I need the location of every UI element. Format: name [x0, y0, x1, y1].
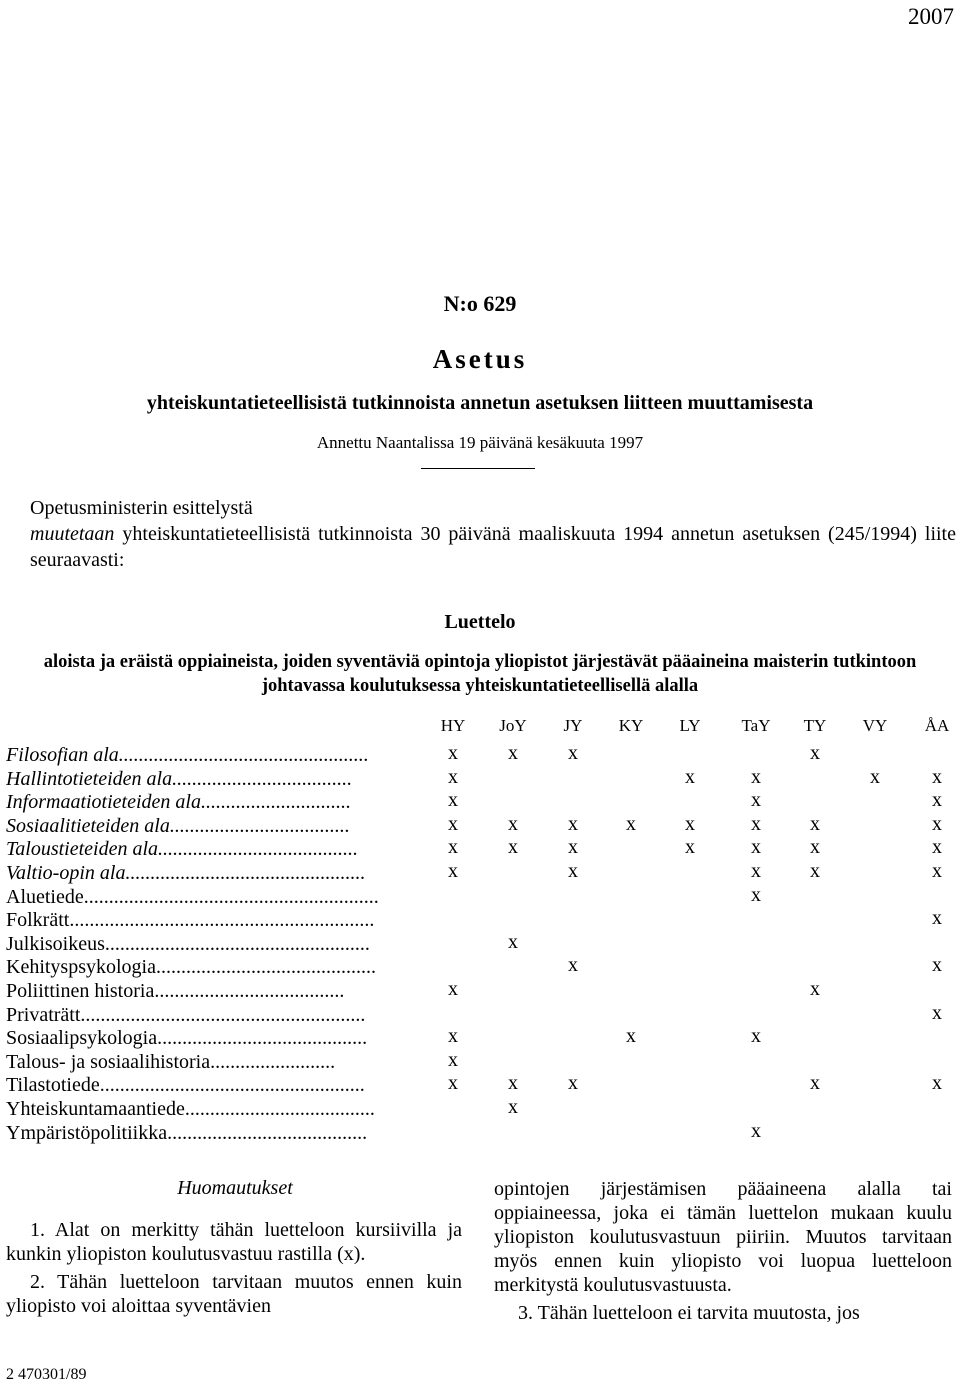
mark-JoY: x: [508, 930, 518, 953]
subject-label: Yhteiskuntamaantiede......................................: [6, 1097, 375, 1120]
note-2-continued: opintojen järjestämisen pääaineena alalla tai oppiaineessa, joka ei tämän luettelon mukaan kuulu yliopiston koulutusvastuun piiriin. Muutos tarvitaan myös ennen kuin yliopisto voi luopua luetteloon merkitystä koulutusvastuusta.: [494, 1178, 952, 1296]
mark-HY: x: [448, 836, 458, 859]
mark-ÅA: x: [932, 954, 942, 977]
mark-ÅA: x: [932, 907, 942, 930]
notes-right-column: [494, 1177, 952, 1325]
decree-number: N:o 629: [443, 291, 517, 316]
page-year: 2007: [908, 4, 954, 29]
decree-given-date: Annettu Naantalissa 19 päivänä kesäkuuta 1997: [316, 433, 644, 452]
table-row: [0, 883, 960, 910]
table-row: [0, 930, 960, 957]
table-row: [0, 1001, 960, 1028]
table-row: [0, 1048, 960, 1075]
table-row: [0, 812, 960, 839]
subject-label: Poliittinen historia......................................: [6, 979, 345, 1002]
subject-label: Filosofian ala..................................................: [6, 744, 369, 766]
mark-ÅA: x: [932, 812, 942, 835]
intro-text: yhteiskuntatieteellisistä tutkinnoista 30 päivänä maaliskuuta 1994 annetun asetuksen (245/1994) liite seuraavasti:: [30, 523, 956, 571]
mark-ÅA: x: [932, 836, 942, 859]
notes-title: Huomautukset: [177, 1177, 293, 1199]
mark-ÅA: x: [932, 1001, 942, 1024]
mark-HY: x: [448, 765, 458, 788]
mark-TaY: x: [751, 883, 761, 906]
mark-JY: x: [568, 836, 578, 859]
notes-left-column: [6, 1218, 462, 1318]
subject-label: Taloustieteiden ala........................................: [6, 838, 359, 861]
column-header-7: VY: [862, 716, 888, 735]
mark-ÅA: x: [932, 765, 942, 788]
presenter-line: Opetusministerin esittelystä: [30, 497, 253, 519]
mark-HY: x: [448, 859, 458, 882]
column-header-5: TaY: [741, 716, 771, 735]
mark-TY: x: [810, 812, 820, 835]
mark-TY: x: [810, 836, 820, 859]
mark-TaY: x: [751, 812, 761, 835]
subject-label: Sosiaalipsykologia..........................................: [6, 1027, 368, 1050]
mark-KY: x: [626, 812, 636, 835]
table-row: [0, 1074, 960, 1098]
table-row: [0, 765, 960, 792]
table-row: [0, 791, 960, 815]
mark-TY: x: [810, 742, 820, 764]
mark-LY: x: [685, 765, 695, 788]
mark-HY: x: [448, 977, 458, 1000]
mark-JY: x: [568, 954, 578, 977]
note-3: 3. Tähän luetteloon ei tarvita muutosta, jos: [518, 1302, 860, 1324]
mark-KY: x: [626, 1025, 636, 1048]
table-row: [0, 859, 960, 886]
note-1: 1. Alat on merkitty tähän luetteloon kursiivilla ja kunkin yliopiston koulutusvastuu rastilla (x).: [6, 1219, 462, 1265]
mark-JY: x: [568, 1072, 578, 1095]
university-table: [0, 744, 960, 1145]
subject-label: Hallintotieteiden ala....................................: [6, 767, 353, 790]
table-row: [0, 977, 960, 1004]
mark-TaY: x: [751, 1119, 761, 1142]
mark-ÅA: x: [932, 1072, 942, 1095]
subject-label: Informaatiotieteiden ala..............................: [6, 791, 351, 814]
subject-label: Privaträtt.........................................................: [6, 1003, 366, 1026]
decree-subject: yhteiskuntatieteellisistä tutkinnoista annetun asetuksen liitteen muuttamisesta: [146, 392, 814, 414]
mark-LY: x: [685, 812, 695, 835]
note-2: 2. Tähän luetteloon tarvitaan muutos ennen kuin yliopisto voi aloittaa syventävien: [6, 1271, 462, 1317]
mark-TaY: x: [751, 859, 761, 882]
table-row: [0, 1095, 960, 1122]
mark-TY: x: [810, 977, 820, 1000]
column-header-6: TY: [803, 716, 827, 735]
mark-JY: x: [568, 742, 578, 764]
decree-title: Asetus: [432, 344, 528, 374]
table-row: [0, 956, 960, 980]
subject-label: Aluetiede...........................................................: [6, 885, 379, 908]
column-header-8: ÅA: [924, 716, 950, 735]
subject-label: Folkrätt.............................................................: [6, 909, 375, 932]
mark-HY: x: [448, 812, 458, 835]
column-header-1: JoY: [499, 716, 527, 735]
mark-LY: x: [685, 836, 695, 859]
subject-label: Ympäristöpolitiikka........................................: [6, 1121, 368, 1144]
mark-JoY: x: [508, 836, 518, 859]
mark-TY: x: [810, 1072, 820, 1095]
mark-JoY: x: [508, 812, 518, 835]
mark-JY: x: [568, 859, 578, 882]
column-header-0: HY: [440, 716, 466, 735]
mark-HY: x: [448, 1025, 458, 1048]
subject-label: Talous- ja sosiaalihistoria.........................: [6, 1050, 336, 1073]
mark-JoY: x: [508, 1095, 518, 1118]
subject-label: Julkisoikeus.....................................................: [6, 932, 370, 955]
table-row: [0, 744, 960, 768]
column-header-3: KY: [618, 716, 644, 735]
intro-paragraph: [30, 521, 956, 573]
mark-JY: x: [568, 812, 578, 835]
subject-label: Kehityspsykologia............................................: [6, 956, 376, 979]
table-row: [0, 838, 960, 862]
mark-HY: x: [448, 742, 458, 764]
mark-HY: x: [448, 1072, 458, 1095]
mark-ÅA: x: [932, 789, 942, 812]
list-title: Luettelo: [444, 611, 516, 633]
subject-label: Valtio-opin ala................................................: [6, 861, 366, 884]
mark-TY: x: [810, 859, 820, 882]
column-header-4: LY: [679, 716, 701, 735]
mark-HY: x: [448, 1048, 458, 1071]
column-header-2: JY: [563, 716, 583, 735]
intro-verb: muutetaan: [30, 523, 115, 545]
table-row: [0, 909, 960, 933]
table-row: [0, 1027, 960, 1051]
mark-ÅA: x: [932, 859, 942, 882]
list-subtitle: aloista ja eräistä oppiaineista, joiden syventäviä opintoja yliopistot järjestävät pääaineina maisterin tutkintoon johtavassa koulutuksessa yhteiskuntatieteellisellä alalla: [43, 652, 917, 696]
subject-label: Tilastotiede.....................................................: [6, 1074, 365, 1097]
mark-VY: x: [870, 765, 880, 788]
mark-TaY: x: [751, 765, 761, 788]
footer-code: 2 470301/89: [6, 1366, 87, 1383]
mark-HY: x: [448, 789, 458, 812]
mark-TaY: x: [751, 1025, 761, 1048]
mark-JoY: x: [508, 742, 518, 764]
mark-JoY: x: [508, 1072, 518, 1095]
separator-rule: [421, 468, 535, 469]
table-header-row: [0, 716, 960, 740]
subject-label: Sosiaalitieteiden ala....................................: [6, 814, 350, 837]
mark-TaY: x: [751, 789, 761, 812]
mark-TaY: x: [751, 836, 761, 859]
table-row: [0, 1119, 960, 1146]
